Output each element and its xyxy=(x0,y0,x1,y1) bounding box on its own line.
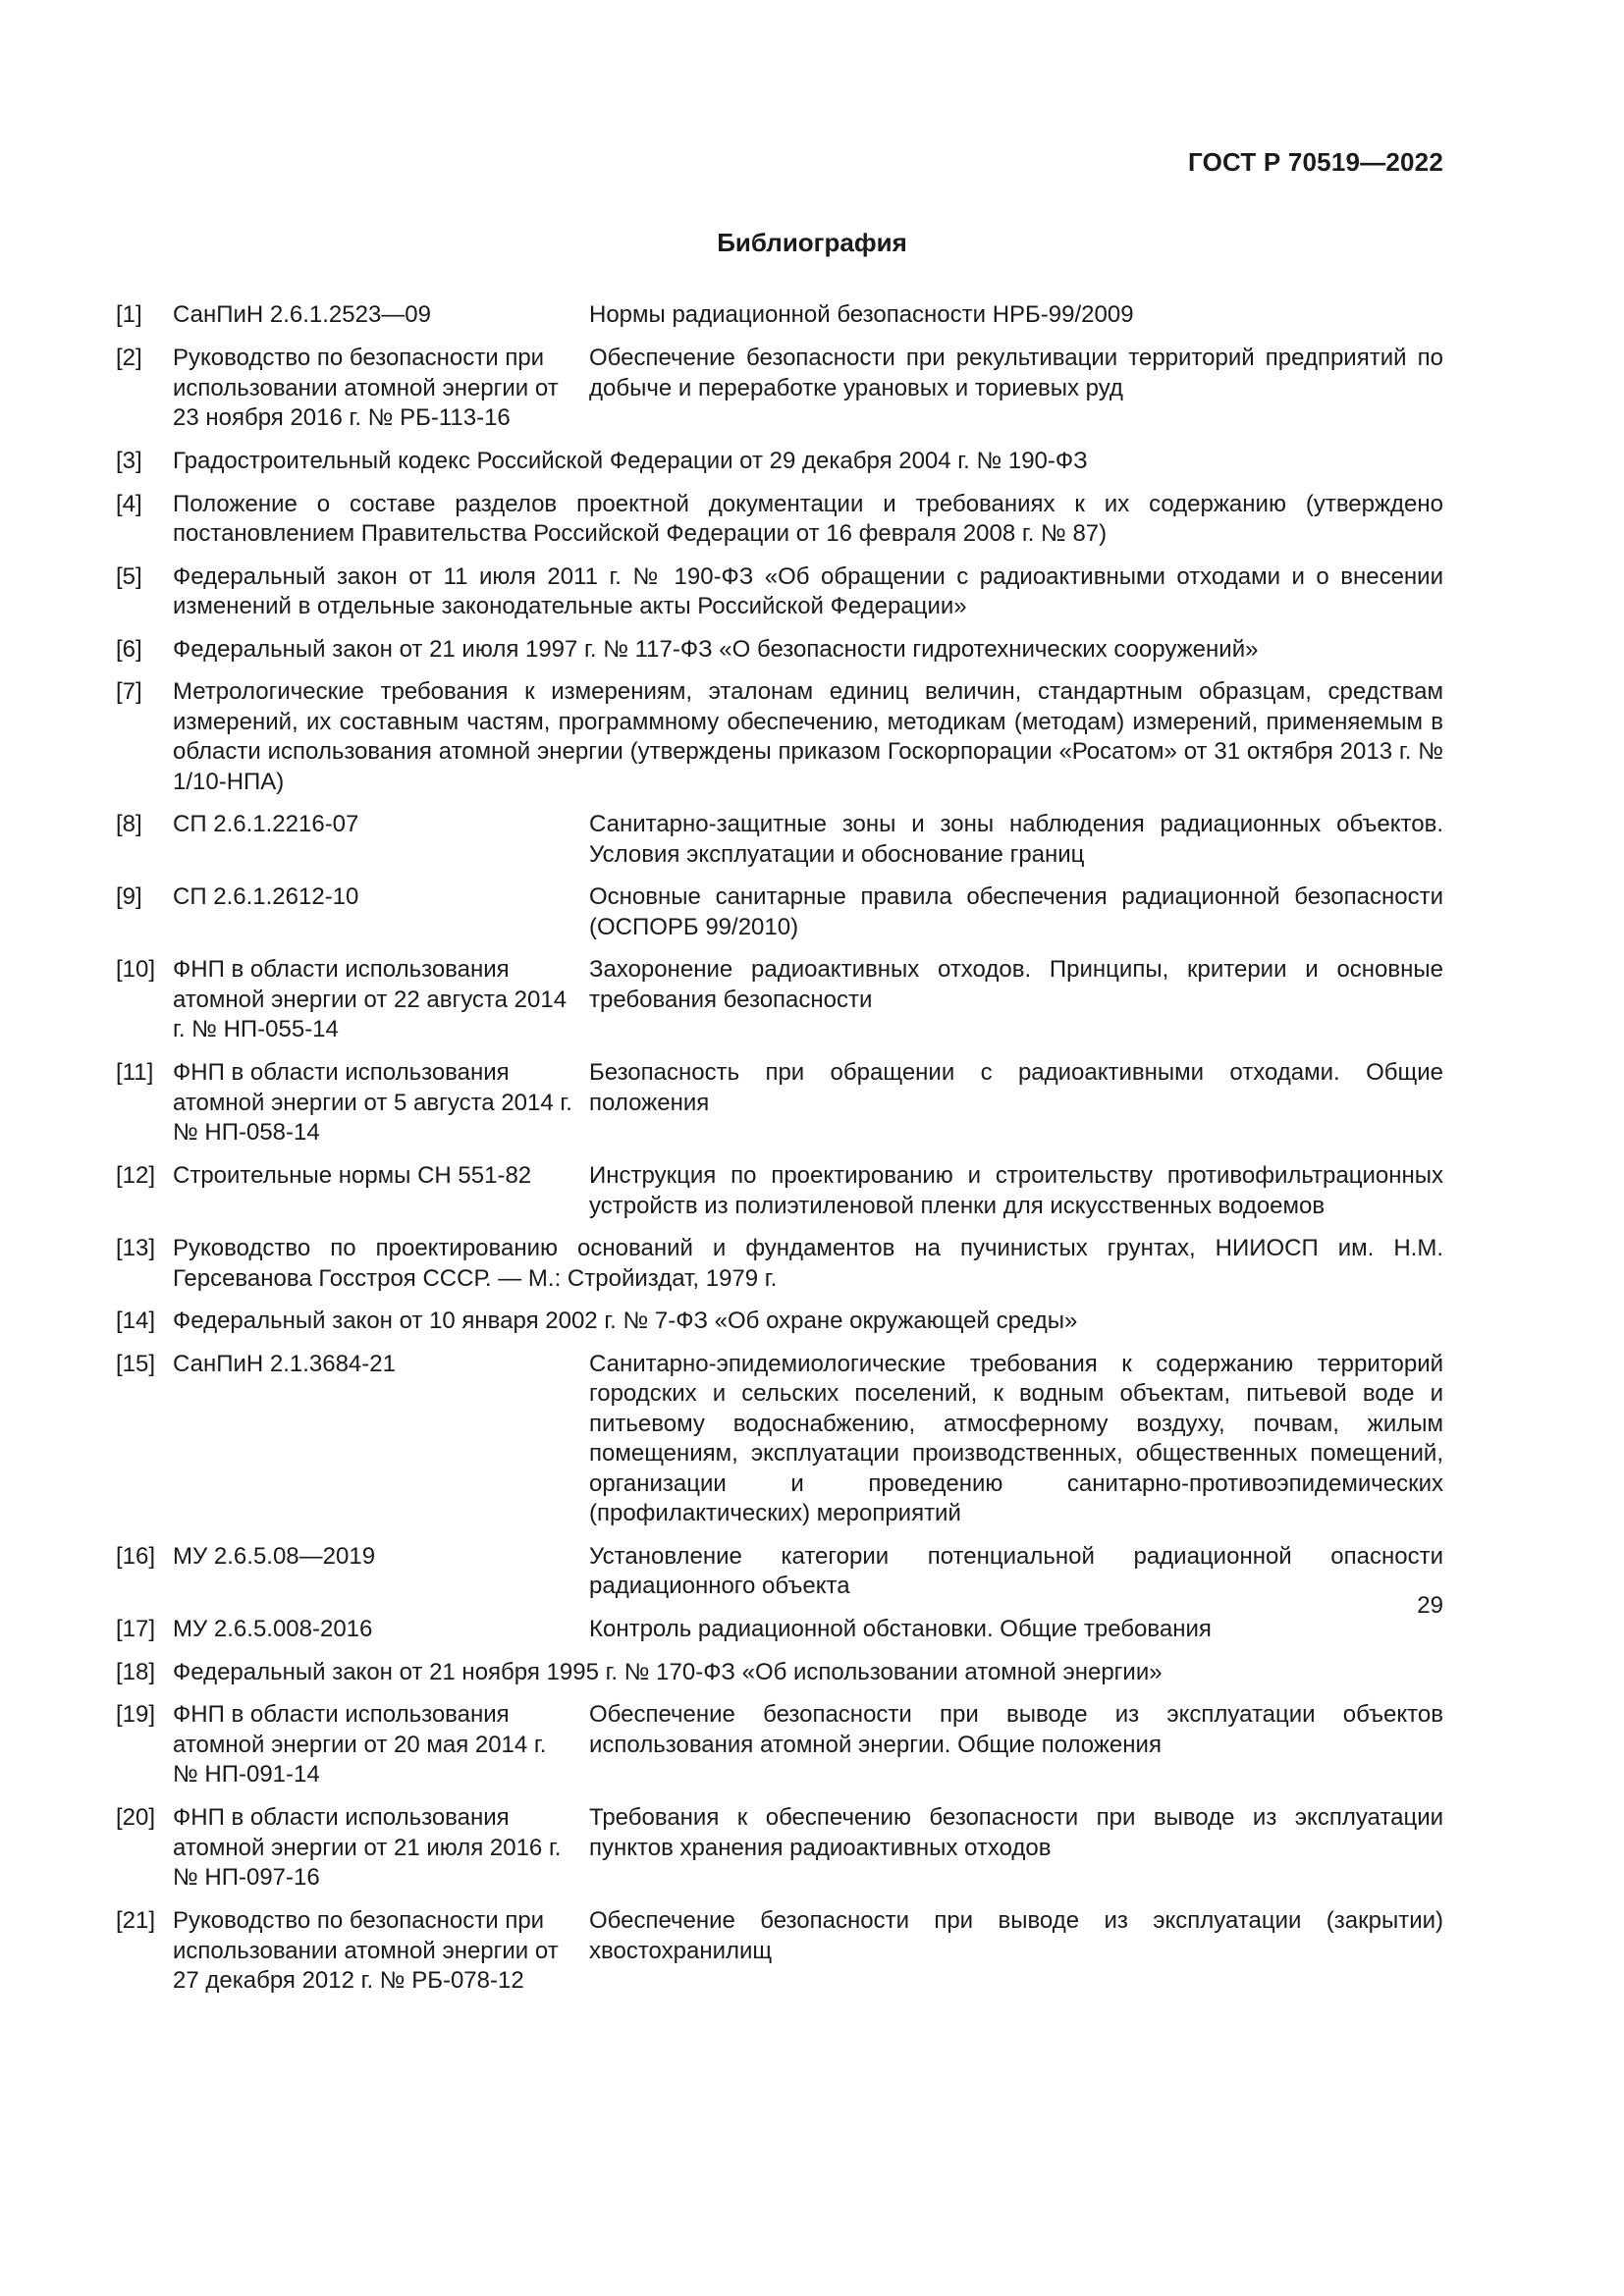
page-number: 29 xyxy=(1417,1592,1443,1619)
bibliography-entry xyxy=(116,300,1443,331)
entry-title: Захоронение радиоактивных отходов. Принципы, критерии и основные требования безопасности xyxy=(589,956,1443,1013)
entry-number: [4] xyxy=(116,490,142,517)
entry-number: [16] xyxy=(116,1542,156,1570)
bibliography-entry xyxy=(116,1234,1443,1294)
entry-text: Федеральный закон от 21 ноября 1995 г. № 170-ФЗ «Об использовании атомной энергии» xyxy=(173,1658,1163,1685)
standard-code: ГОСТ Р 70519—2022 xyxy=(1188,147,1443,177)
entry-title: Установление категории потенциальной радиационной опасности радиационного объекта xyxy=(589,1542,1443,1599)
entry-number: [13] xyxy=(116,1235,156,1261)
page-title: Библиография xyxy=(717,228,907,257)
entry-number: [2] xyxy=(116,345,142,371)
entry-title: Инструкция по проектированию и строительству противофильтрационных устройств из полиэтиленовой пленки для искусственных водоемов xyxy=(589,1162,1443,1219)
entry-number: [11] xyxy=(116,1059,154,1086)
bibliography-entry xyxy=(116,562,1443,622)
entry-source: СП 2.6.1.2612-10 xyxy=(173,883,359,910)
entry-text: Федеральный закон от 11 июля 2011 г. № 190-ФЗ «Об обращении с радиоактивными отходами и о внесении изменений в отдельные законодательные акты Российской Федерации» xyxy=(173,562,1443,619)
entry-number: [17] xyxy=(116,1615,156,1642)
bibliography-entry xyxy=(116,1803,1443,1894)
entry-number: [12] xyxy=(116,1162,156,1189)
bibliography-entry xyxy=(116,882,1443,942)
bibliography-entry xyxy=(116,1658,1443,1688)
entry-number: [14] xyxy=(116,1308,156,1334)
entry-source: ФНП в области использования атомной энергии от 20 мая 2014 г. № НП-091-14 xyxy=(173,1701,547,1788)
entry-title: Нормы радиационной безопасности НРБ-99/2009 xyxy=(589,301,1134,328)
bibliography-entry xyxy=(116,677,1443,797)
entry-text: Градостроительный кодекс Российской Федерации от 29 декабря 2004 г. № 190-ФЗ xyxy=(173,448,1088,474)
entry-title: Санитарно-защитные зоны и зоны наблюдения радиационных объектов. Условия эксплуатации и обоснование границ xyxy=(589,811,1443,868)
entry-text: Положение о составе разделов проектной документации и требованиях к их содержанию (утверждено постановлением Правительства Российской Федерации от 16 февраля 2008 г. № 87) xyxy=(173,490,1443,547)
entry-source: МУ 2.6.5.08—2019 xyxy=(173,1542,376,1570)
entry-number: [10] xyxy=(116,956,156,983)
entry-number: [21] xyxy=(116,1907,156,1934)
entry-number: [6] xyxy=(116,635,142,663)
bibliography-entry xyxy=(116,955,1443,1045)
entry-text: Метрологические требования к измерениям, эталонам единиц величин, стандартным образцам, средствам измерений, их составным частям, программному обеспечению, методикам (методам) измерений, применяемым в области использования атомной энергии (утверждены приказом Госкорпорации «Росатом» от 31 октября 2013 г. № 1/10-НПА) xyxy=(173,678,1443,795)
bibliography-entry xyxy=(116,810,1443,870)
entry-source: Строительные нормы СН 551-82 xyxy=(173,1162,532,1189)
entry-title: Безопасность при обращении с радиоактивными отходами. Общие положения xyxy=(589,1059,1443,1116)
entry-text: Руководство по проектированию оснований и фундаментов на пучинистых грунтах, НИИОСП им. Н.М. Герсеванова Госстроя СССР. — М.: Стройиздат, 1979 г. xyxy=(173,1235,1443,1292)
entry-title: Обеспечение безопасности при рекультивации территорий предприятий по добыче и переработке урановых и ториевых руд xyxy=(589,345,1443,401)
entry-text: Федеральный закон от 21 июля 1997 г. № 117-ФЗ «О безопасности гидротехнических сооружений» xyxy=(173,635,1259,663)
entry-text: Федеральный закон от 10 января 2002 г. № 7-ФЗ «Об охране окружающей среды» xyxy=(173,1308,1078,1334)
entry-number: [15] xyxy=(116,1350,156,1377)
entry-source: МУ 2.6.5.008-2016 xyxy=(173,1615,373,1642)
entry-source: СанПиН 2.1.3684-21 xyxy=(173,1350,396,1377)
entry-source: СП 2.6.1.2216-07 xyxy=(173,811,359,837)
bibliography-entry xyxy=(116,1906,1443,1997)
bibliography-entry xyxy=(116,1058,1443,1148)
entry-number: [7] xyxy=(116,678,142,705)
entry-number: [9] xyxy=(116,883,142,910)
bibliography-entry xyxy=(116,447,1443,477)
entry-number: [8] xyxy=(116,811,142,837)
bibliography-entry xyxy=(116,635,1443,666)
entry-number: [1] xyxy=(116,301,142,328)
bibliography-entry xyxy=(116,1161,1443,1221)
entry-source: Руководство по безопасности при использовании атомной энергии от 27 декабря 2012 г. № РБ-078-12 xyxy=(173,1907,559,1994)
entry-number: [20] xyxy=(116,1804,156,1831)
bibliography-entry xyxy=(116,1350,1443,1529)
entry-title: Обеспечение безопасности при выводе из эксплуатации (закрытии) хвостохранилищ xyxy=(589,1907,1443,1964)
entry-title: Обеспечение безопасности при выводе из эксплуатации объектов использования атомной энергии. Общие положения xyxy=(589,1701,1443,1758)
entry-source: ФНП в области использования атомной энергии от 5 августа 2014 г. № НП-058-14 xyxy=(173,1059,572,1146)
entry-number: [19] xyxy=(116,1701,156,1728)
bibliography-entry xyxy=(116,344,1443,434)
bibliography-entry xyxy=(116,1542,1443,1602)
entry-title: Санитарно-эпидемиологические требования к содержанию территорий городских и сельских поселений, к водным объектам, питьевой воде и питьевому водоснабжению, атмосферному воздуху, почвам, жилым помещениям, эксплуатации производственных, общественных помещений, организации и проведению санитарно-противоэпидемических (профилактических) мероприятий xyxy=(589,1350,1443,1526)
entry-number: [5] xyxy=(116,562,142,590)
entry-source: ФНП в области использования атомной энергии от 21 июля 2016 г. № НП-097-16 xyxy=(173,1804,562,1891)
entry-number: [18] xyxy=(116,1658,156,1685)
bibliography-list xyxy=(116,300,1443,2009)
bibliography-entry xyxy=(116,1307,1443,1337)
bibliography-entry xyxy=(116,1615,1443,1645)
entry-source: СанПиН 2.6.1.2523—09 xyxy=(173,301,431,328)
entry-title: Контроль радиационной обстановки. Общие требования xyxy=(589,1615,1212,1642)
entry-title: Требования к обеспечению безопасности при выводе из эксплуатации пунктов хранения радиоактивных отходов xyxy=(589,1804,1443,1861)
entry-title: Основные санитарные правила обеспечения радиационной безопасности (ОСПОРБ 99/2010) xyxy=(589,883,1443,940)
bibliography-entry xyxy=(116,490,1443,550)
entry-source: Руководство по безопасности при использовании атомной энергии от 23 ноября 2016 г. № РБ-113-16 xyxy=(173,345,559,431)
bibliography-entry xyxy=(116,1700,1443,1790)
entry-number: [3] xyxy=(116,448,142,474)
entry-source: ФНП в области использования атомной энергии от 22 августа 2014 г. № НП-055-14 xyxy=(173,956,568,1042)
